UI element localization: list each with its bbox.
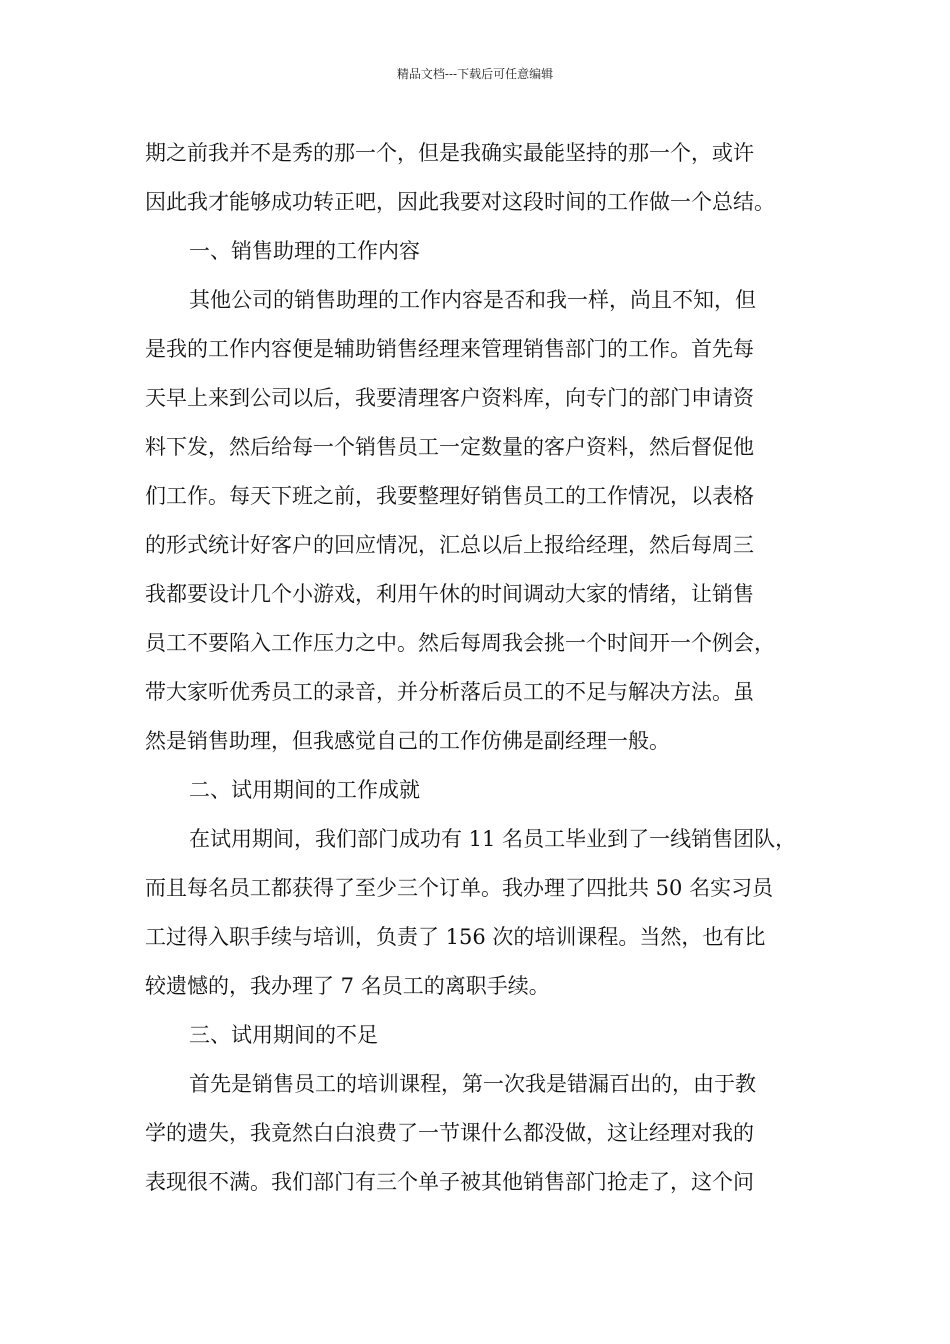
paragraph-line: 然是销售助理，但我感觉自己的工作仿佛是副经理一般。: [145, 729, 670, 753]
paragraph-line: 是我的工作内容便是辅助销售经理来管理销售部门的工作。首先每: [145, 337, 754, 361]
paragraph-line: 们工作。每天下班之前，我要整理好销售员工的工作情况，以表格: [145, 484, 754, 508]
section-heading: 二、试用期间的工作成就: [189, 778, 420, 802]
paragraph-line: 工过得入职手续与培训，负责了 156 次的培训课程。当然，也有比: [145, 925, 766, 949]
page-header: 精品文档---下载后可任意编辑: [396, 67, 554, 81]
paragraph-line: 带大家听优秀员工的录音，并分析落后员工的不足与解决方法。虽: [145, 680, 754, 704]
paragraph-line: 首先是销售员工的培训课程，第一次我是错漏百出的，由于教: [189, 1072, 756, 1096]
paragraph-line: 在试用期间，我们部门成功有 11 名员工毕业到了一线销售团队，: [189, 827, 797, 851]
paragraph-line: 因此我才能够成功转正吧，因此我要对这段时间的工作做一个总结。: [145, 190, 775, 214]
paragraph-line: 而且每名员工都获得了至少三个订单。我办理了四批共 50 名实习员: [145, 876, 774, 900]
paragraph-line: 学的遗失，我竟然白白浪费了一节课什么都没做，这让经理对我的: [145, 1121, 754, 1145]
paragraph-line: 其他公司的销售助理的工作内容是否和我一样，尚且不知，但: [189, 288, 756, 312]
paragraph-line: 天早上来到公司以后，我要清理客户资料库，向专门的部门申请资: [145, 386, 754, 410]
paragraph-line: 我都要设计几个小游戏，利用午休的时间调动大家的情绪，让销售: [145, 582, 754, 606]
section-heading: 一、销售助理的工作内容: [189, 239, 420, 263]
paragraph-line: 料下发，然后给每一个销售员工一定数量的客户资料，然后督促他: [145, 435, 754, 459]
paragraph-line: 的形式统计好客户的回应情况，汇总以后上报给经理，然后每周三: [145, 533, 754, 557]
paragraph-line: 员工不要陷入工作压力之中。然后每周我会挑一个时间开一个例会，: [145, 631, 775, 655]
paragraph-line: 期之前我并不是秀的那一个，但是我确实最能坚持的那一个，或许: [145, 141, 754, 165]
paragraph-line: 较遗憾的，我办理了 7 名员工的离职手续。: [145, 974, 550, 998]
paragraph-line: 表现很不满。我们部门有三个单子被其他销售部门抢走了，这个问: [145, 1170, 754, 1194]
section-heading: 三、试用期间的不足: [189, 1023, 378, 1047]
